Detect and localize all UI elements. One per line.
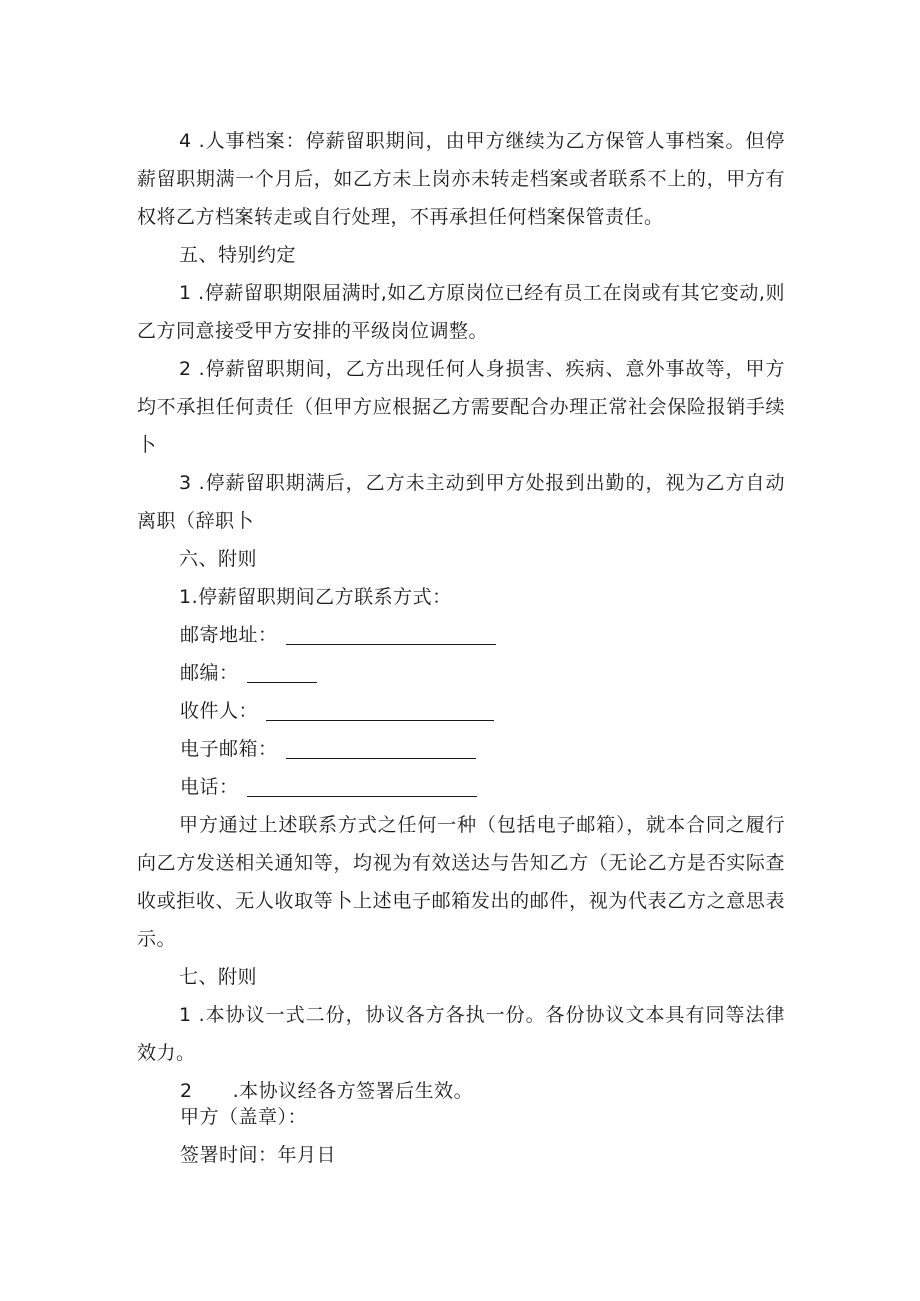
section-7-title: 七、附则 (179, 966, 258, 988)
party-a-seal: 甲方（盖章）： (180, 1106, 308, 1128)
phone-blank-line (247, 774, 477, 797)
email-field (180, 730, 476, 768)
email-blank-line (286, 736, 476, 759)
recipient-blank-line (266, 698, 494, 721)
clause-2-number: 2 (180, 1080, 193, 1102)
section-5-clause-3: 3 .停薪留职期满后，乙方未主动到甲方处报到出勤的，视为乙方自动离职（辞职卜 (137, 472, 785, 532)
section-5-clause-1: 1 .停薪留职期限届满时,如乙方原岗位已经有员工在岗或有其它变动,则乙方同意接受甲方安排的平级岗位调整。 (137, 282, 785, 342)
recipient-field (180, 692, 494, 730)
phone-label: 电话： (180, 776, 239, 798)
zip-label: 邮编： (180, 662, 239, 684)
clause-2-text: .本协议经各方签署后生效。 (232, 1080, 474, 1102)
sign-time: 签署时间：年月日 (180, 1144, 337, 1166)
clause-personnel-file: 4 .人事档案：停薪留职期间，由甲方继续为乙方保管人事档案。但停薪留职期满一个月后，如乙方未上岗亦未转走档案或者联系不上的，甲方有权将乙方档案转走或自行处理，不再承担任何档案保管责任。 (137, 130, 785, 228)
email-label: 电子邮箱： (180, 738, 278, 760)
address-field (180, 616, 496, 654)
section-5-title: 五、特别约定 (179, 244, 297, 266)
section-5-clause-2: 2 .停薪留职期间，乙方出现任何人身损害、疾病、意外事故等，甲方均不承担任何责任（但甲方应根据乙方需要配合办理正常社会保险报销手续卜 (137, 358, 785, 456)
recipient-label: 收件人： (180, 700, 259, 722)
address-blank-line (286, 622, 496, 645)
section-6-title: 六、附则 (179, 548, 258, 570)
zip-blank-line (247, 660, 317, 683)
zip-field (180, 654, 317, 692)
section-6-notice: 甲方通过上述联系方式之任何一种（包括电子邮箱），就本合同之履行向乙方发送相关通知等，均视为有效送达与告知乙方（无论乙方是否实际查收或拒收、无人收取等卜上述电子邮箱发出的邮件，视为代表乙方之意思表示。 (137, 814, 785, 950)
phone-field (180, 768, 477, 806)
section-6-clause-1: 1.停薪留职期间乙方联系方式： (179, 586, 452, 608)
section-7-clause-1: 1 .本协议一式二份，协议各方各执一份。各份协议文本具有同等法律效力。 (137, 1004, 785, 1064)
address-label: 邮寄地址： (180, 624, 278, 646)
